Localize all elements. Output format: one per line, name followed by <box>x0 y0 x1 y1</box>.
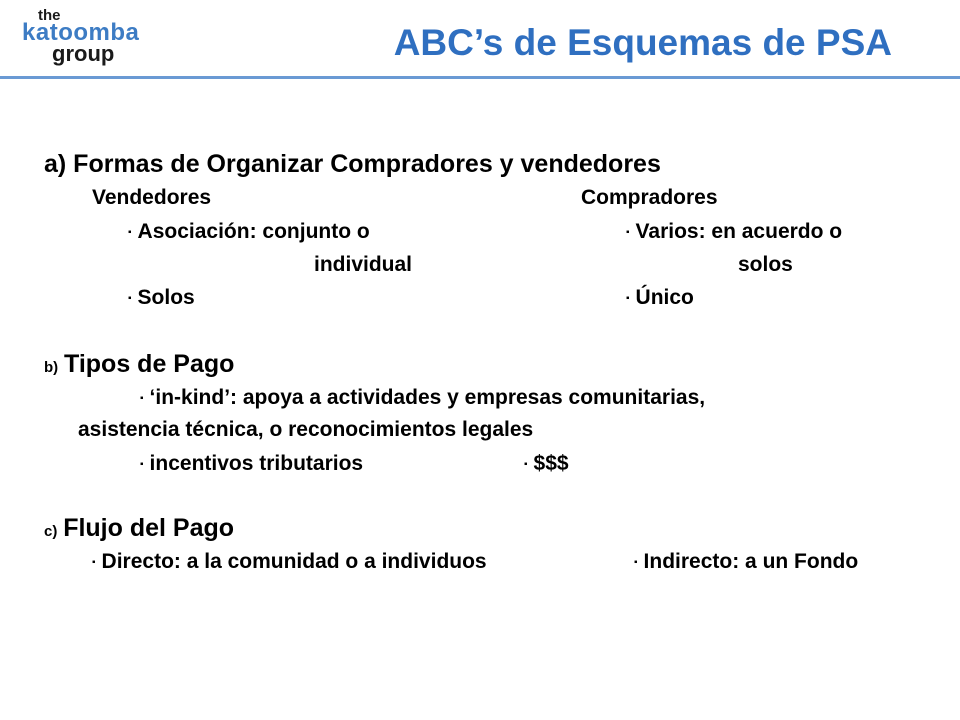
bullet-icon: ▪ <box>128 227 132 238</box>
bullet-icon: ▪ <box>634 557 638 568</box>
payment-type-cash: ▪ $$$ <box>524 452 569 475</box>
seller-item-solos: ▪ Solos <box>128 286 195 309</box>
payment-type-tax-incentives: ▪ incentivos tributarios <box>140 452 364 475</box>
sellers-heading: Vendedores <box>92 186 212 209</box>
bullet-icon: ▪ <box>128 293 132 304</box>
bullet-icon: ▪ <box>140 459 144 470</box>
bullet-icon: ▪ <box>140 393 144 404</box>
page-title: ABC’s de Esquemas de PSA <box>393 22 892 63</box>
payment-flow-indirect: ▪ Indirecto: a un Fondo <box>634 550 859 573</box>
bullet-icon: ▪ <box>92 557 96 568</box>
buyer-item-varios: ▪ Varios: en acuerdo o <box>626 220 843 243</box>
seller-item-association-cont: individual <box>314 253 413 276</box>
logo-group: group <box>52 41 115 66</box>
buyers-heading: Compradores <box>581 186 718 209</box>
buyer-item-unico: ▪ Único <box>626 286 694 309</box>
payment-type-in-kind-cont: asistencia técnica, o reconocimientos legales <box>78 418 534 441</box>
bullet-icon: ▪ <box>626 227 630 238</box>
section-c-heading: c) Flujo del Pago <box>44 514 235 542</box>
payment-type-in-kind: ▪ ‘in-kind’: apoya a actividades y empresas comunitarias, <box>140 386 706 409</box>
section-b-heading: b) Tipos de Pago <box>44 350 235 378</box>
logo-katoomba: katoomba <box>22 19 140 46</box>
section-a-heading: a) Formas de Organizar Compradores y vendedores <box>44 150 661 178</box>
katoomba-group-logo <box>22 8 182 68</box>
title-divider <box>0 76 960 79</box>
payment-flow-direct: ▪ Directo: a la comunidad o a individuos <box>92 550 487 573</box>
bullet-icon: ▪ <box>626 293 630 304</box>
seller-item-association: ▪ Asociación: conjunto o <box>128 220 370 243</box>
bullet-icon: ▪ <box>524 459 528 470</box>
buyer-item-varios-cont: solos <box>738 253 793 276</box>
logo-the: the <box>38 7 61 24</box>
